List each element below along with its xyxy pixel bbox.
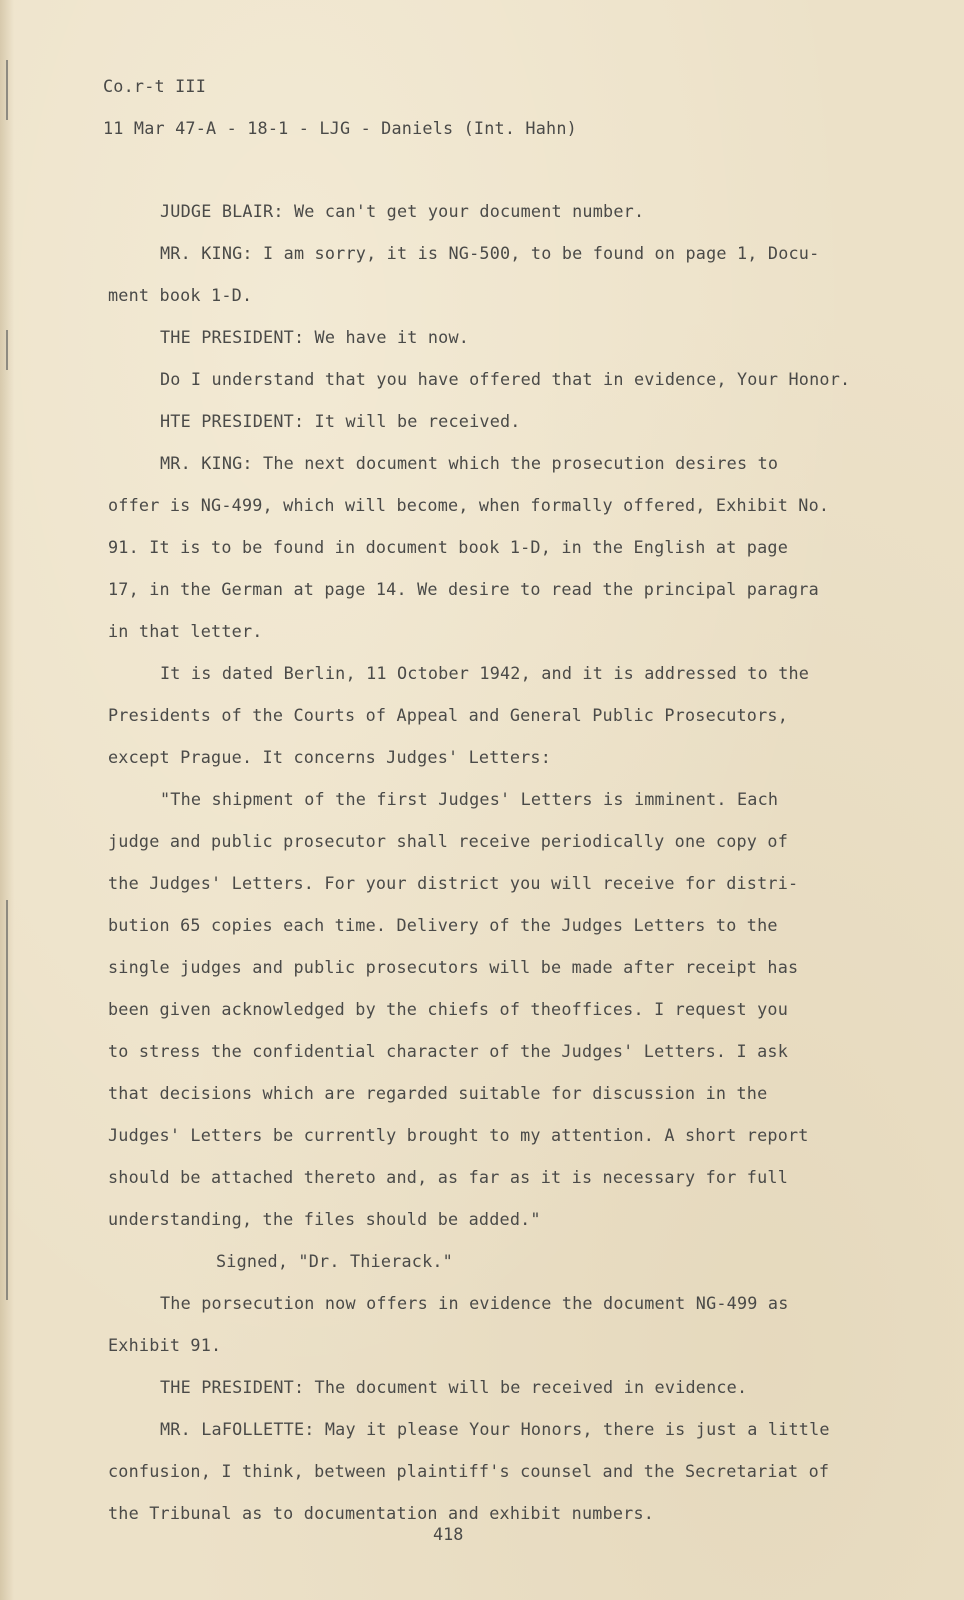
- transcript-line: Do I understand that you have offered that in evidence, Your Honor.: [160, 369, 851, 389]
- transcript-line: bution 65 copies each time. Delivery of the Judges Letters to the: [108, 915, 778, 935]
- session-header: 11 Mar 47-A - 18-1 - LJG - Daniels (Int. Hahn): [103, 118, 577, 138]
- transcript-line: single judges and public prosecutors will be made after receipt has: [108, 957, 799, 977]
- transcript-line: Exhibit 91.: [108, 1335, 222, 1355]
- binding-mark: [6, 330, 8, 370]
- transcript-line: been given acknowledged by the chiefs of theoffices. I request you: [108, 999, 789, 1019]
- transcript-line: JUDGE BLAIR: We can't get your document number.: [160, 201, 645, 221]
- transcript-line: ment book 1-D.: [108, 285, 253, 305]
- transcript-line: that decisions which are regarded suitable for discussion in the: [108, 1083, 768, 1103]
- transcript-line: THE PRESIDENT: We have it now.: [160, 327, 470, 347]
- transcript-line: in that letter.: [108, 621, 263, 641]
- transcript-line: to stress the confidential character of the Judges' Letters. I ask: [108, 1041, 789, 1061]
- transcript-line: Judges' Letters be currently brought to my attention. A short report: [108, 1125, 809, 1145]
- transcript-line: should be attached thereto and, as far as it is necessary for full: [108, 1167, 789, 1187]
- page-left-edge: [0, 0, 14, 1600]
- transcript-line: understanding, the files should be added.": [108, 1209, 541, 1229]
- transcript-line: except Prague. It concerns Judges' Letters:: [108, 747, 552, 767]
- transcript-line: the Judges' Letters. For your district you will receive for distri-: [108, 873, 799, 893]
- signature-line: Signed, "Dr. Thierack.": [216, 1251, 453, 1271]
- transcript-line: judge and public prosecutor shall receive periodically one copy of: [108, 831, 789, 851]
- transcript-line: offer is NG-499, which will become, when formally offered, Exhibit No.: [108, 495, 830, 515]
- transcript-line: It is dated Berlin, 11 October 1942, and it is addressed to the: [160, 663, 810, 683]
- transcript-line: THE PRESIDENT: The document will be received in evidence.: [160, 1377, 748, 1397]
- transcript-line: MR. KING: The next document which the prosecution desires to: [160, 453, 779, 473]
- transcript-line: "The shipment of the first Judges' Letters is imminent. Each: [160, 789, 779, 809]
- transcript-line: the Tribunal as to documentation and exhibit numbers.: [108, 1503, 655, 1523]
- page-number: 418: [433, 1524, 464, 1544]
- transcript-line: confusion, I think, between plaintiff's counsel and the Secretariat of: [108, 1461, 830, 1481]
- transcript-line: Presidents of the Courts of Appeal and General Public Prosecutors,: [108, 705, 789, 725]
- court-header: Co.r-t III: [103, 76, 207, 96]
- binding-mark: [6, 900, 8, 1300]
- transcript-line: HTE PRESIDENT: It will be received.: [160, 411, 521, 431]
- transcript-line: The porsecution now offers in evidence the document NG-499 as: [160, 1293, 789, 1313]
- transcript-line: MR. LaFOLLETTE: May it please Your Honors, there is just a little: [160, 1419, 830, 1439]
- transcript-line: 91. It is to be found in document book 1-D, in the English at page: [108, 537, 789, 557]
- transcript-line: 17, in the German at page 14. We desire to read the principal paragra: [108, 579, 819, 599]
- transcript-line: MR. KING: I am sorry, it is NG-500, to be found on page 1, Docu-: [160, 243, 820, 263]
- binding-mark: [6, 60, 8, 120]
